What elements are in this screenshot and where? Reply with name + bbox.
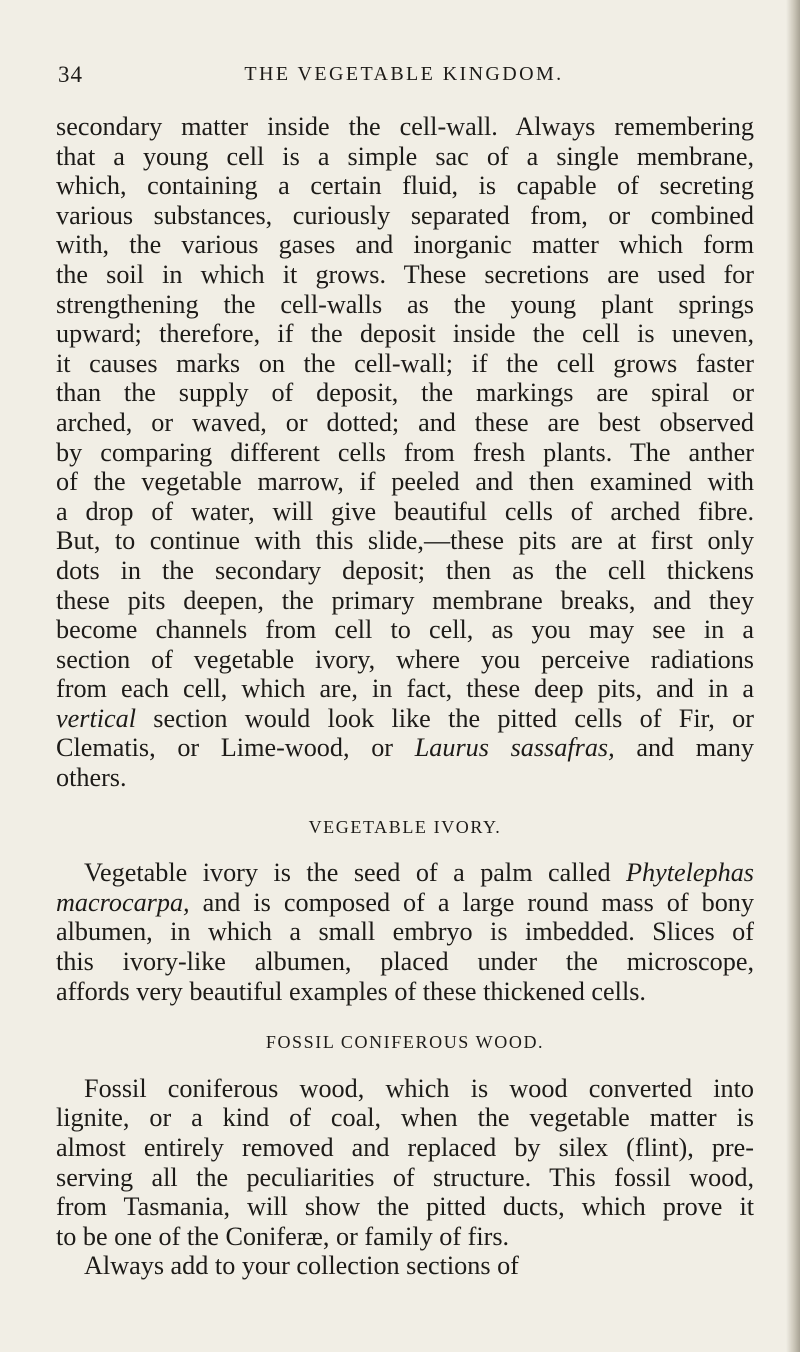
text-line: But, to continue with this slide,—these pits are at first only — [56, 526, 754, 556]
paragraph-vegetable-ivory — [56, 858, 754, 1006]
text-line: dots in the secondary deposit; then as the cell thickens — [56, 555, 754, 585]
text-line: from Tasmania, will show the pitted ducts, which prove it — [56, 1192, 754, 1222]
text-line: various substances, curiously separated from, or combined — [56, 200, 754, 230]
text-line: by comparing different cells from fresh plants. The anther — [56, 437, 754, 467]
text-line: Fossil coniferous wood, which is wood converted into — [84, 1073, 754, 1103]
text-line: lignite, or a kind of coal, when the vegetable matter is — [56, 1103, 754, 1133]
text-line: almost entirely removed and replaced by silex (flint), pre- — [56, 1133, 754, 1162]
text-line: upward; therefore, if the deposit inside the cell is uneven, — [56, 319, 754, 349]
body-text — [56, 112, 754, 1281]
text-line: become channels from cell to cell, as you may see in a — [56, 615, 754, 645]
text-line: from each cell, which are, in fact, these deep pits, and in a — [56, 674, 754, 704]
text-run: section would look like the pitted cells of Fir, or — [135, 703, 754, 733]
text-line: this ivory-like albumen, placed under the microscope, — [56, 947, 754, 977]
paragraph-cell-walls — [56, 112, 754, 793]
text-line — [56, 733, 754, 763]
text-line: others. — [56, 763, 127, 793]
section-heading-fossil-coniferous-wood: FOSSIL CONIFEROUS WOOD. — [265, 1032, 545, 1053]
text-run: Vegetable ivory is the seed of a palm called — [84, 858, 627, 888]
page-edge-shadow — [786, 0, 800, 1352]
section-heading-vegetable-ivory: VEGETABLE IVORY. — [308, 816, 502, 837]
text-run: and many — [614, 733, 754, 763]
text-line: serving all the peculiarities of structure. This fossil wood, — [56, 1162, 754, 1192]
text-line: which, containing a certain fluid, is capable of secreting — [56, 171, 754, 201]
text-line: a drop of water, will give beautiful cells of arched fibre. — [56, 496, 754, 526]
text-line: than the supply of deposit, the markings are spiral or — [56, 378, 754, 408]
italic-term: Laurus sassafras, — [414, 733, 615, 763]
text-line: affords very beautiful examples of these thickened cells. — [56, 976, 646, 1006]
text-run: Clematis, or Lime-wood, or — [56, 733, 415, 763]
text-line — [56, 888, 754, 918]
running-head: THE VEGETABLE KINGDOM. — [244, 63, 564, 85]
text-line: secondary matter inside the cell-wall. Always remembering — [56, 112, 754, 141]
text-line: to be one of the Coniferæ, or family of firs. — [56, 1221, 510, 1251]
page-header — [58, 62, 750, 92]
text-line: with, the various gases and inorganic matter which form — [56, 230, 754, 260]
text-line: these pits deepen, the primary membrane breaks, and they — [56, 585, 754, 615]
text-line — [56, 704, 754, 734]
page-number: 34 — [58, 62, 83, 87]
text-line: section of vegetable ivory, where you perceive radiations — [56, 644, 754, 674]
italic-term: macrocarpa, — [56, 887, 190, 917]
text-line: arched, or waved, or dotted; and these are best observed — [56, 407, 754, 437]
text-line: albumen, in which a small embryo is imbedded. Slices of — [56, 917, 754, 947]
paragraph-collection — [56, 1251, 754, 1281]
text-line: it causes marks on the cell-wall; if the cell grows faster — [56, 348, 754, 378]
italic-term: vertical — [56, 703, 136, 733]
text-line: of the vegetable marrow, if peeled and then examined with — [56, 467, 754, 497]
text-line: that a young cell is a simple sac of a single membrane, — [56, 141, 754, 171]
text-line: strengthening the cell-walls as the young plant springs — [56, 289, 754, 319]
text-line — [56, 858, 754, 888]
italic-term: Phytelephas — [626, 858, 754, 888]
paragraph-fossil-wood — [56, 1074, 754, 1252]
text-line: Always add to your collection sections of — [84, 1251, 519, 1281]
text-run: and is composed of a large round mass of bony — [189, 887, 754, 917]
text-line: the soil in which it grows. These secretions are used for — [56, 259, 754, 289]
